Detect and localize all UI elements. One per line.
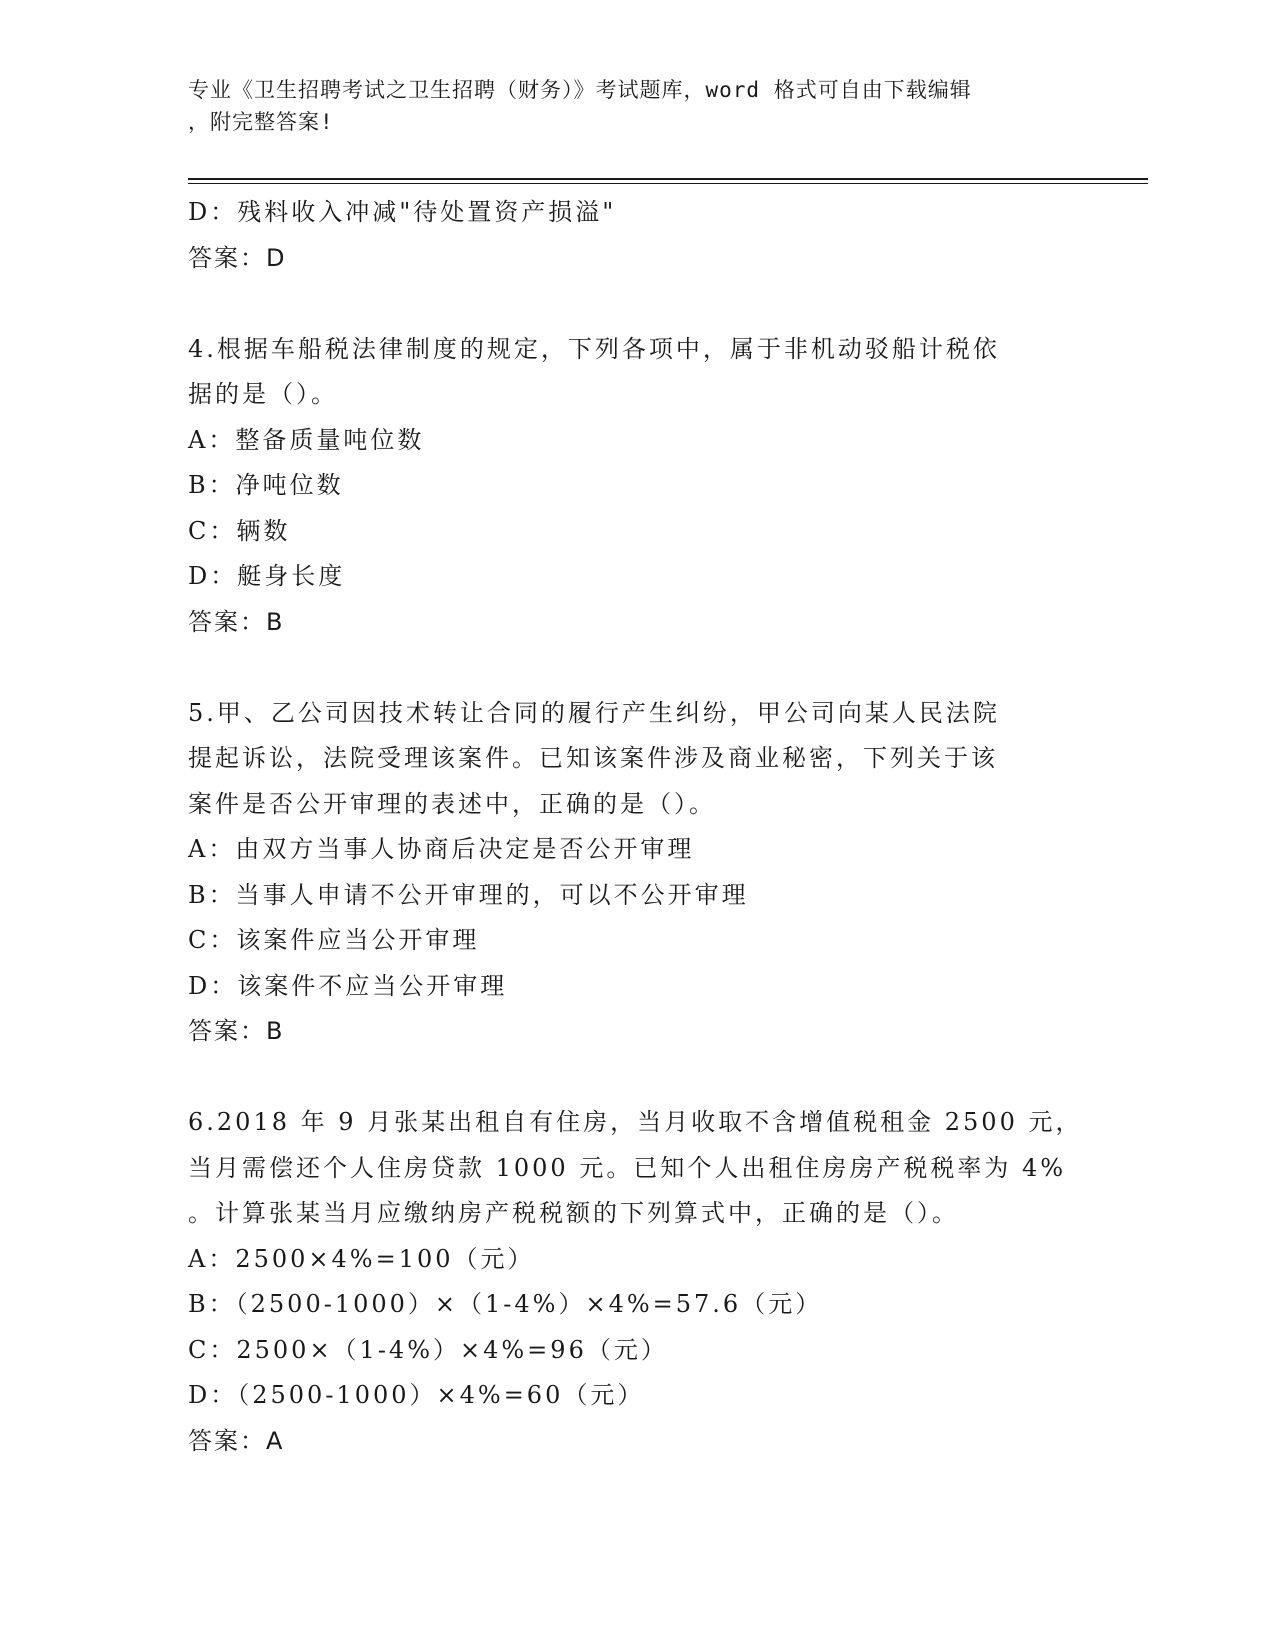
spacer	[188, 281, 1088, 327]
spacer	[188, 645, 1088, 691]
option-d: D：该案件不应当公开审理	[188, 971, 508, 1000]
answer-line: 答案：A	[188, 1426, 285, 1455]
option-b: B：当事人申请不公开审理的，可以不公开审理	[188, 880, 749, 909]
question-5	[188, 691, 1088, 1055]
spacer	[188, 1055, 1088, 1101]
option-a: A：由双方当事人协商后决定是否公开审理	[188, 835, 695, 863]
question-3-tail	[188, 190, 1088, 281]
option-d: D：残料收入冲减"待处置资产损溢"	[188, 198, 617, 226]
question-stem: 提起诉讼，法院受理该案件。已知该案件涉及商业秘密，下列关于该	[188, 744, 998, 772]
question-stem: 。计算张某当月应缴纳房产税税额的下列算式中，正确的是（）。	[188, 1199, 959, 1227]
option-d: D：艇身长度	[188, 562, 346, 590]
header-line-2: ，附完整答案!	[188, 110, 334, 134]
question-list	[188, 190, 1088, 1464]
option-c: C：该案件应当公开审理	[188, 926, 480, 954]
header-rule-thick	[188, 178, 1148, 180]
question-6	[188, 1100, 1088, 1464]
option-b: B：（2500-1000）×（1-4%）×4%=57.6（元）	[188, 1290, 823, 1318]
page-header	[188, 74, 1088, 138]
question-stem: 5.甲、乙公司因技术转让合同的履行产生纠纷，甲公司向某人民法院	[188, 698, 1000, 727]
option-d: D：（2500-1000）×4%=60（元）	[188, 1381, 645, 1409]
option-a: A：整备质量吨位数	[188, 425, 425, 454]
question-stem: 4.根据车船税法律制度的规定，下列各项中，属于非机动驳船计税依	[188, 334, 1000, 363]
header-line-1: 专业《卫生招聘考试之卫生招聘（财务）》考试题库，word 格式可自由下载编辑	[188, 78, 972, 102]
question-4	[188, 327, 1088, 646]
option-a: A：2500×4%=100（元）	[188, 1244, 535, 1273]
answer-line: 答案：D	[188, 243, 287, 272]
answer-line: 答案：B	[188, 1017, 285, 1045]
question-stem: 当月需偿还个人住房贷款 1000 元。已知个人出租住房房产税税率为 4%	[188, 1153, 1067, 1182]
question-stem: 据的是（）。	[188, 380, 338, 408]
question-stem: 案件是否公开审理的表述中，正确的是（）。	[188, 789, 716, 818]
question-stem: 6.2018 年 9 月张某出租自有住房，当月收取不含增值税租金 2500 元，	[188, 1108, 1083, 1136]
option-c: C：2500×（1-4%）×4%=96（元）	[188, 1335, 668, 1364]
answer-line: 答案：B	[188, 607, 285, 636]
option-c: C：辆数	[188, 516, 291, 545]
option-b: B：净吨位数	[188, 471, 344, 499]
header-rule-thin	[188, 183, 1148, 184]
